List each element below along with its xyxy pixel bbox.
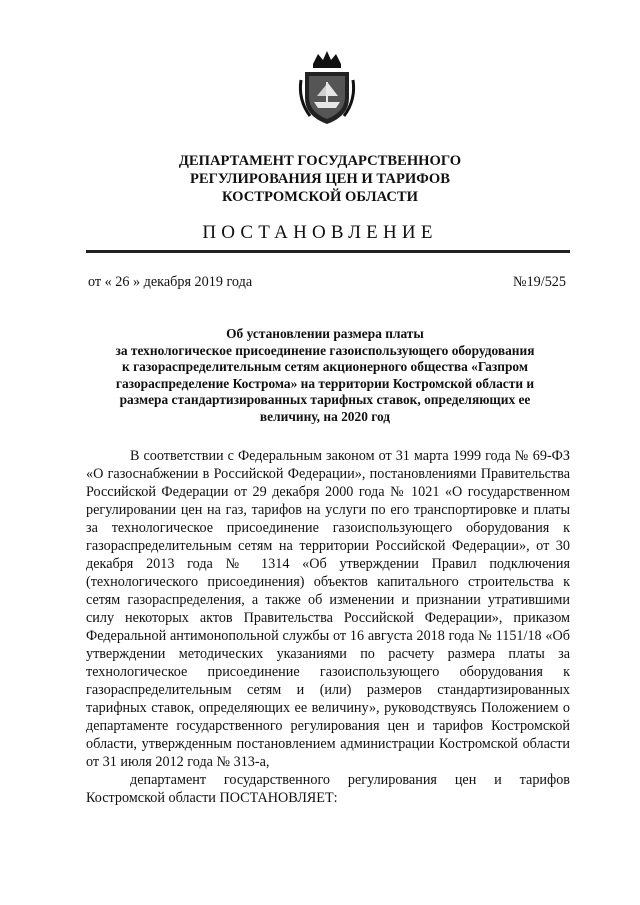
document-type: ПОСТАНОВЛЕНИЕ [202, 222, 438, 243]
title-line: за технологическое присоединение газоиспользующего оборудования [115, 342, 535, 358]
title-line: размера стандартизированных тарифных ставок, определяющих ее [119, 392, 531, 407]
document-number: №19/525 [513, 274, 566, 290]
header-rule [86, 250, 570, 253]
department-line: РЕГУЛИРОВАНИЯ ЦЕН И ТАРИФОВ [189, 171, 451, 187]
department-line: ДЕПАРТАМЕНТ ГОСУДАРСТВЕННОГО [178, 153, 462, 169]
department-line: КОСТРОМСКОЙ ОБЛАСТИ [221, 189, 419, 205]
title-line: газораспределение Кострома» на территории Костромской области и [115, 375, 535, 391]
document-title [80, 326, 570, 425]
document-body [86, 447, 570, 807]
title-line: величину, на 2020 год [259, 408, 391, 424]
body-paragraph: В соответствии с Федеральным законом от 31 марта 1999 года № 69-ФЗ «О газоснабжении в Российской Федерации», постановлениями Правительства Российской Федерации от 29 декабря 2000 года № 1021 «О государственном регулировании цен на газ, тарифов на услуги по его транспортировке и платы за технологическое присоединение газоиспользующего оборудования к газораспределительным сетям на территории Российской Федерации», от 30 декабря 2013 года № 1314 «Об утверждении Правил подключения (технологического присоединения) объектов капитального строительства к сетям газораспределения, а также об изменении и признании утратившими силу некоторых актов Правительства Российской Федерации», приказом Федеральной антимонопольной службы от 16 августа 2018 года № 1151/18 «Об утверждении методических указаниями по расчету размера платы за технологическое присоединение газоиспользующего оборудования к газораспределительным сетям и (или) размеров стандартизированных тарифных ставок, определяющих ее величину», руководствуясь Положением о департаменте государственного регулирования цен и тарифов Костромской области, утвержденным постановлением администрации Костромской области от 31 июля 2012 года № 313-а, [86, 448, 570, 770]
document-date: от « 26 » декабря 2019 года [88, 274, 253, 290]
title-line: к газораспределительным сетям акционерного общества «Газпром [122, 359, 528, 374]
coat-of-arms-icon [296, 50, 358, 126]
body-paragraph: департамент государственного регулирования цен и тарифов Костромской области ПОСТАНОВЛЯЕТ: [86, 772, 570, 806]
department-name [0, 152, 640, 206]
title-line: Об установлении размера платы [226, 326, 424, 341]
